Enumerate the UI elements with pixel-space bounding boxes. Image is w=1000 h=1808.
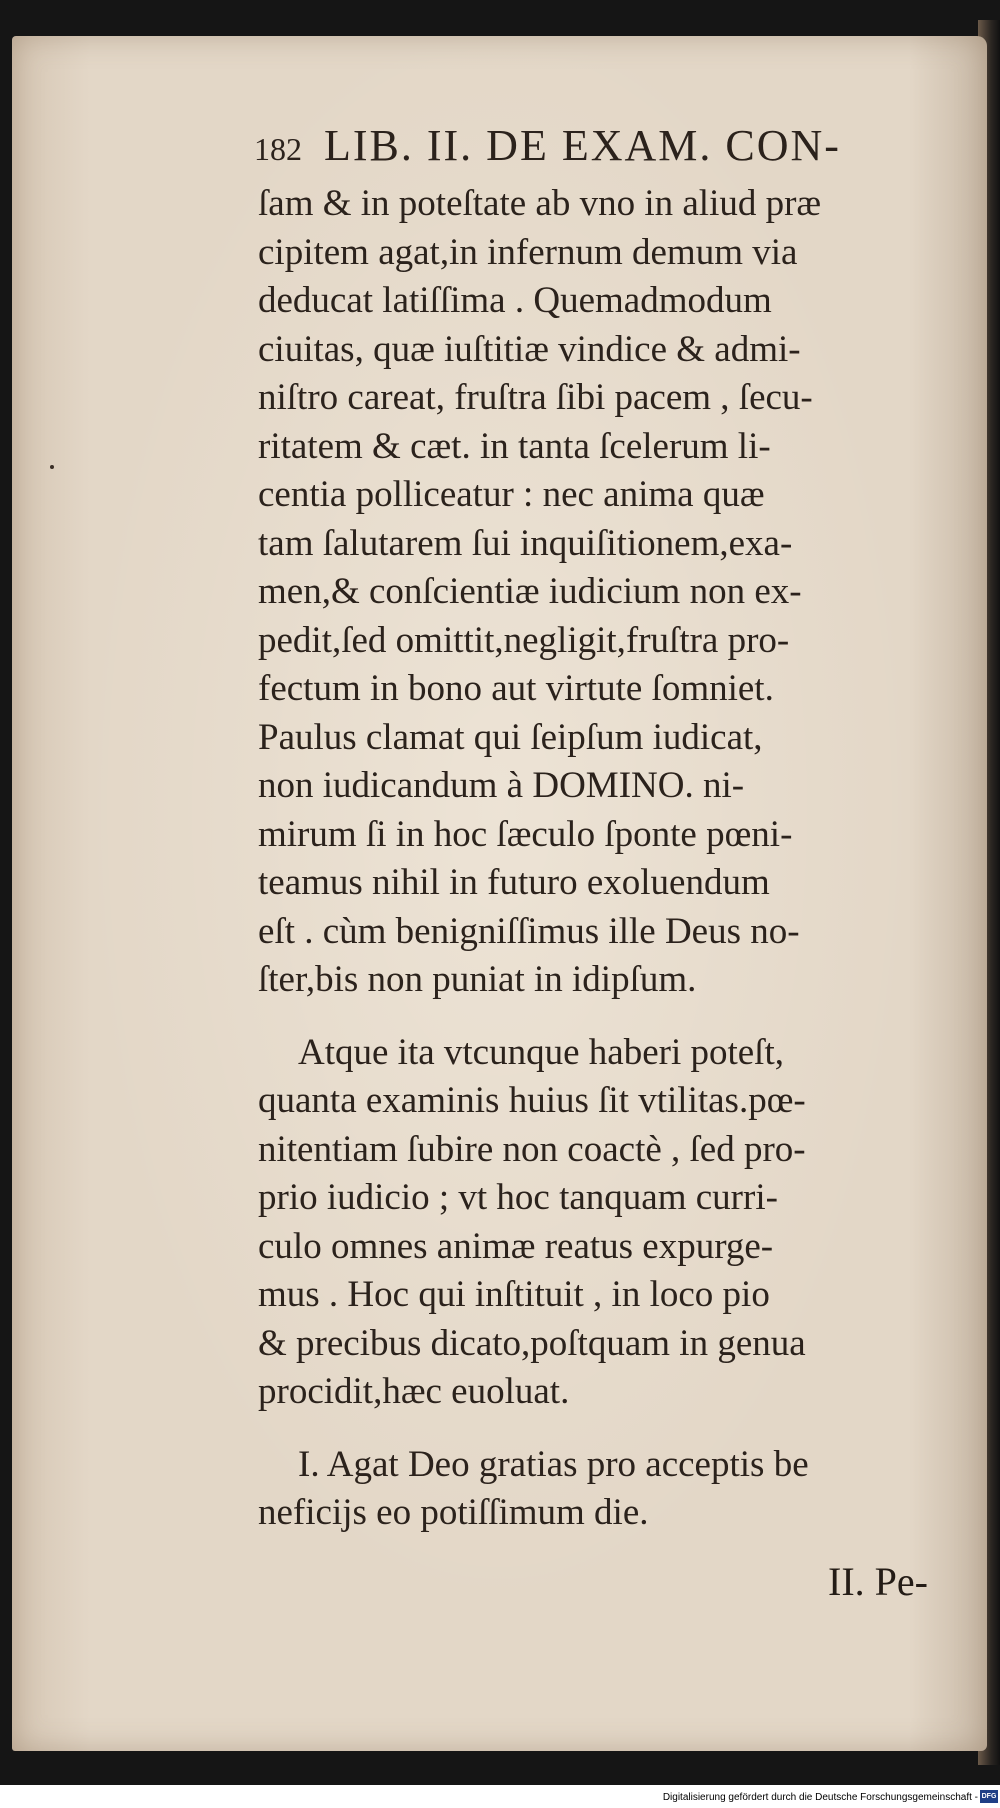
text-line: centia polliceatur : nec anima quæ [258, 474, 765, 515]
text-line: ſter,bis non puniat in idipſum. [258, 959, 697, 1000]
text-line: cipitem agat,in infernum demum via [258, 231, 798, 273]
text-line: pedit,ſed omittit,negligit,fruſtra pro- [258, 619, 790, 661]
text-line: procidit,hæc euoluat. [258, 1371, 570, 1412]
text-line: mirum ſi in hoc ſæculo ſponte pœni- [258, 813, 793, 855]
dfg-logo: DFG [980, 1790, 998, 1803]
ink-speck [50, 465, 54, 469]
running-title: LIB. II. DE EXAM. CON- [324, 121, 841, 170]
text-line: Atque ita vtcunque haberi poteſt, [298, 1031, 784, 1073]
text-line: quanta examinis huius ſit vtilitas.pœ- [258, 1080, 806, 1121]
text-line: ſam & in poteſtate ab vno in aliud præ [258, 183, 822, 224]
text-line: & precibus dicato,poſtquam in genua [258, 1322, 806, 1364]
text-line: culo omnes animæ reatus expurge- [258, 1225, 774, 1267]
text-line: ritatem & cæt. in tanta ſcelerum li- [258, 425, 771, 467]
text-line: Paulus clamat qui ſeipſum iudicat, [258, 716, 763, 758]
text-line: tam ſalutarem ſui inquiſitionem,exa- [258, 522, 793, 564]
paragraph-1 [258, 180, 943, 1005]
body-text [258, 180, 943, 1538]
text-line: prio iudicio ; vt hoc tanquam curri- [258, 1177, 778, 1218]
text-line: fectum in bono aut virtute ſomniet. [258, 668, 774, 709]
text-line: teamus nihil in futuro exoluendum [258, 862, 770, 903]
running-header [254, 120, 914, 171]
paragraph-2 [258, 1029, 943, 1417]
text-line: neficijs eo potiſſimum die. [258, 1492, 649, 1533]
funding-note: Digitalisierung gefördert durch die Deutsche Forschungsgemeinschaft - [662, 1792, 978, 1803]
text-line: I. Agat Deo gratias pro acceptis be [298, 1443, 809, 1485]
text-line: ciuitas, quæ iuſtitiæ vindice & admi- [258, 328, 801, 370]
paragraph-3 [258, 1441, 943, 1538]
catchword: II. Pe- [828, 1559, 928, 1604]
text-line: mus . Hoc qui inſtituit , in loco pio [258, 1274, 770, 1315]
text-line: nitentiam ſubire non coactè , ſed pro- [258, 1128, 806, 1170]
text-line: men,& conſcientiæ iudicium non ex- [258, 571, 802, 612]
page-number: 182 [254, 131, 302, 167]
text-line: non iudicandum à DOMINO. ni- [258, 765, 745, 806]
text-line: niſtro careat, fruſtra ſibi pacem , ſecu- [258, 377, 813, 418]
text-line: eſt . cùm benigniſſimus ille Deus no- [258, 910, 800, 952]
text-line: deducat latiſſima . Quemadmodum [258, 280, 772, 321]
